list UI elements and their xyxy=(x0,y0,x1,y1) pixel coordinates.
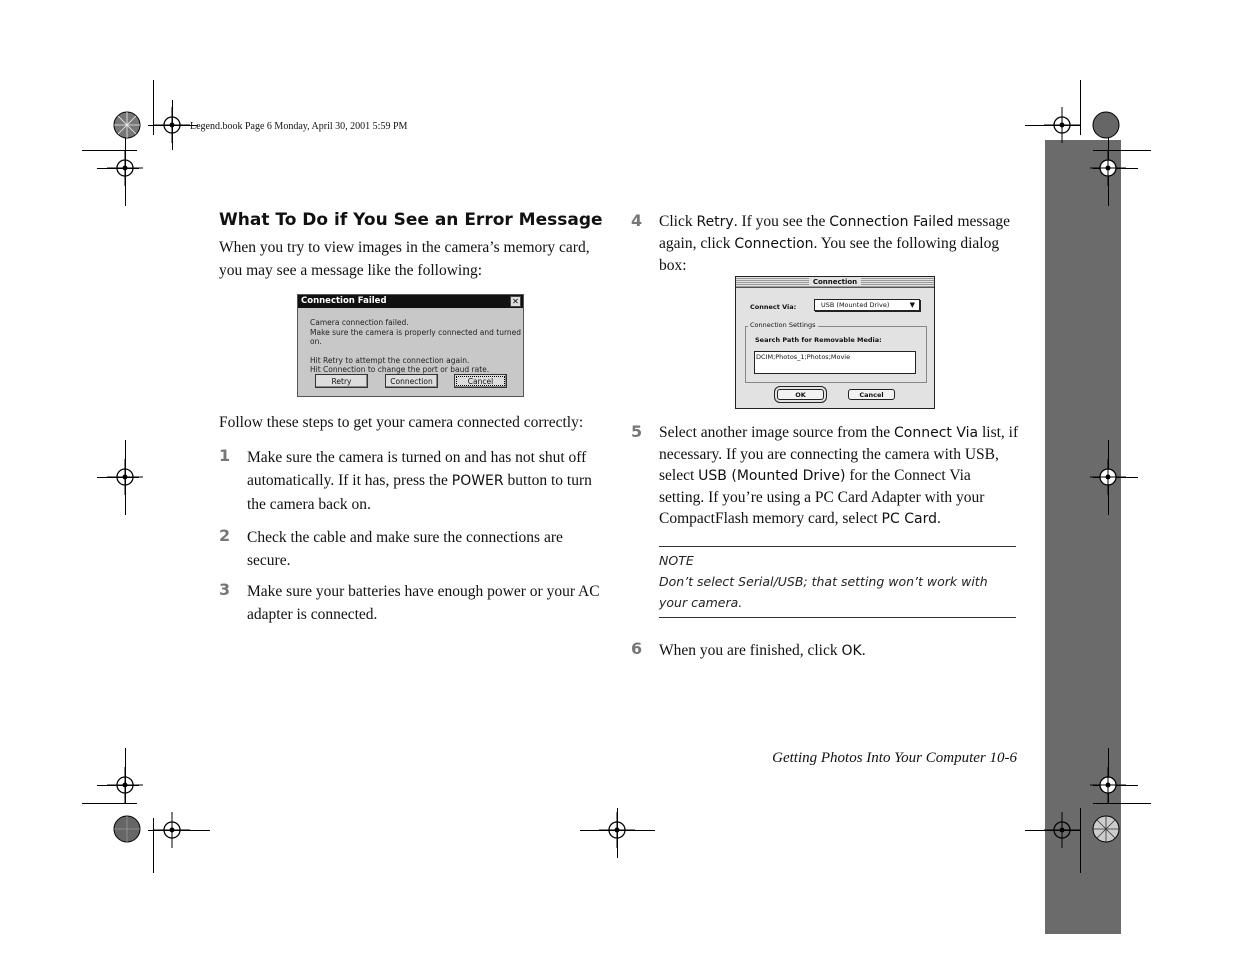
step-1-text: Make sure the camera is turned on and has not shut off automatically. If it has, press the POWER button to turn the camera back on. xyxy=(247,449,592,513)
dialog-message-line: Hit Retry to attempt the connection again. xyxy=(310,355,470,365)
connect-via-select[interactable]: USB (Mounted Drive) ▼ xyxy=(814,299,920,311)
dialog-titlebar xyxy=(736,277,934,288)
cancel-button[interactable]: Cancel xyxy=(848,389,895,400)
section-title: What To Do if You See an Error Message xyxy=(219,210,603,230)
step-number: 2 xyxy=(219,526,231,545)
dialog-message-line: Make sure the camera is properly connected and turned on. xyxy=(310,327,522,346)
follow-steps-paragraph: Follow these steps to get your camera connected correctly: xyxy=(219,414,584,431)
chevron-down-icon: ▼ xyxy=(909,301,915,309)
running-footer: Getting Photos Into Your Computer 10-6 xyxy=(772,750,1017,766)
connection-settings-label: Connection Settings xyxy=(750,321,816,329)
dialog-message-line: Hit Connection to change the port or baud rate. xyxy=(310,365,490,374)
step-3-text: Make sure your batteries have enough power or your AC adapter is connected. xyxy=(247,583,600,623)
retry-button[interactable]: Retry xyxy=(315,374,368,388)
dialog-titlebar xyxy=(298,295,523,308)
search-path-label: Search Path for Removable Media: xyxy=(755,336,882,344)
step-number: 1 xyxy=(219,446,231,465)
step-5-text: Select another image source from the Connect Via list, if necessary. If you are connecting the camera with USB, select USB (Mounted Drive) for the Connect Via setting. If you’re using a PC Card Adapter with your CompactFlash memory card, select PC Card. xyxy=(659,424,1019,527)
dialog-title: Connection Failed xyxy=(301,296,387,306)
connection-button[interactable]: Connection xyxy=(385,374,438,388)
step-number: 6 xyxy=(631,639,643,658)
dialog-title: Connection xyxy=(809,278,861,286)
dialog-message-line: Camera connection failed. xyxy=(310,318,409,327)
connect-via-label: Connect Via: xyxy=(750,303,797,311)
close-icon[interactable]: ✕ xyxy=(510,296,521,307)
step-number: 4 xyxy=(631,211,643,230)
cancel-button[interactable]: Cancel xyxy=(454,374,507,388)
note-box xyxy=(659,546,1016,618)
step-number: 5 xyxy=(631,422,643,441)
connection-failed-dialog xyxy=(297,294,524,397)
note-text: Don’t select Serial/USB; that setting won’t work with your camera. xyxy=(659,574,988,610)
power-button-label: POWER xyxy=(451,473,504,489)
step-4-text: Click Retry. If you see the Connection Failed message again, click Connection. You see the following dialog box: xyxy=(659,213,1010,274)
step-2-text: Check the cable and make sure the connections are secure. xyxy=(247,529,563,569)
note-label: NOTE xyxy=(659,553,694,568)
step-6-text: When you are finished, click OK. xyxy=(659,642,866,659)
step-number: 3 xyxy=(219,580,231,599)
intro-paragraph: When you try to view images in the camera’s memory card, you may see a message like the following: xyxy=(219,239,590,279)
ok-button[interactable]: OK xyxy=(777,389,824,400)
print-header-info: Legend.book Page 6 Monday, April 30, 2001 5:59 PM xyxy=(190,121,408,132)
connection-dialog xyxy=(735,276,935,409)
search-path-input[interactable]: DCIM;Photos_1;Photos;Movie xyxy=(754,351,916,374)
